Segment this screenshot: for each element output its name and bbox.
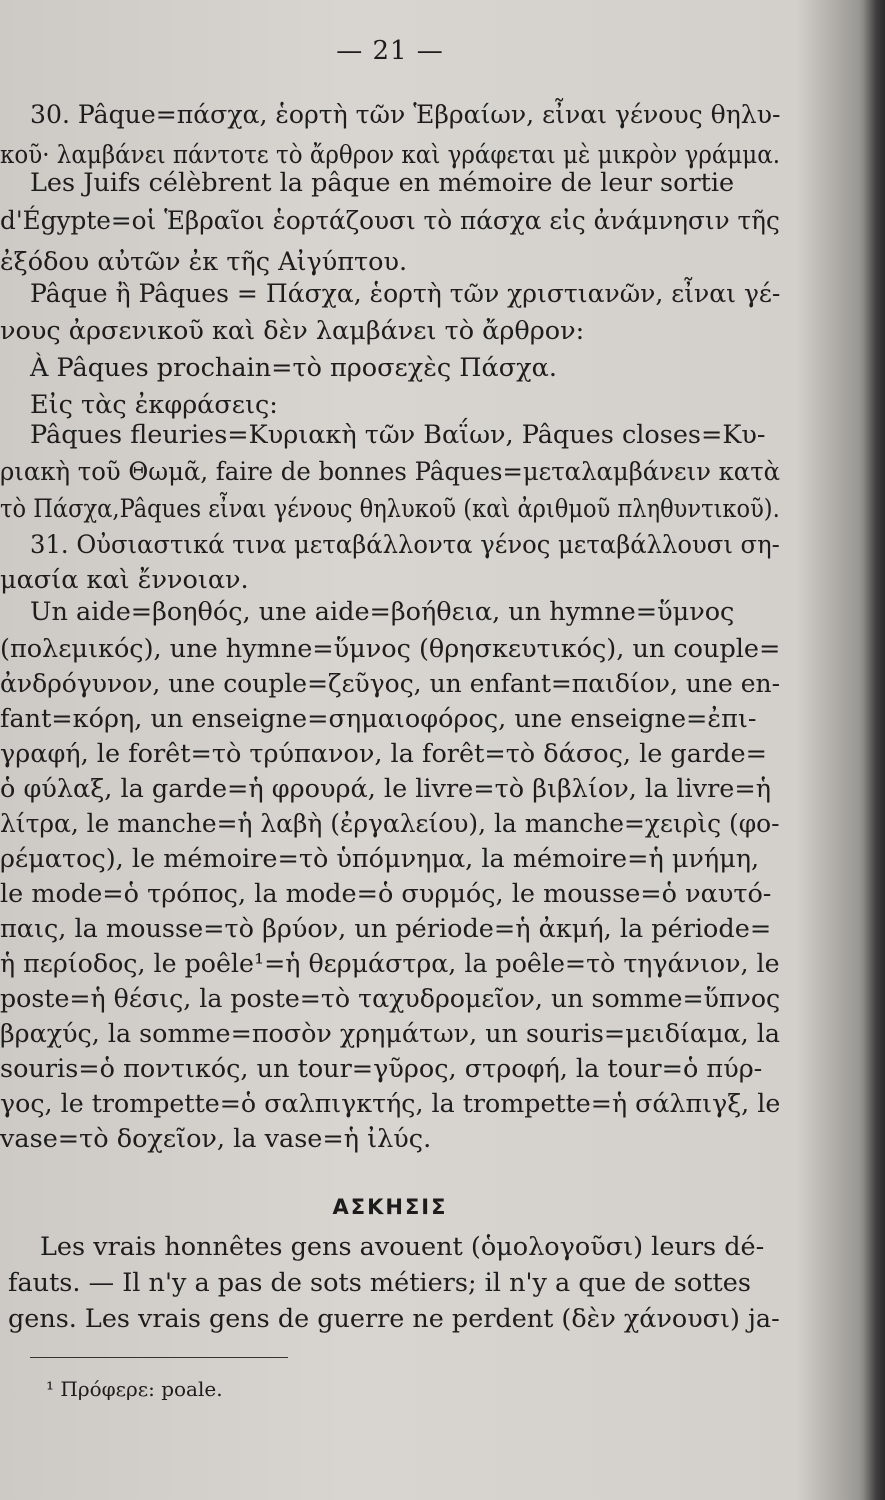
text-line: (πολεμικός), une hymne=ὕμνος (θρησκευτικός), un couple= bbox=[0, 634, 781, 664]
text-line: Εἰς τὰς ἐκφράσεις: bbox=[30, 390, 278, 420]
text-line: souris=ὁ ποντικός, un tour=γῦρος, στροφή, la tour=ὁ πύρ- bbox=[0, 1054, 763, 1084]
text-line: λίτρα, le manche=ἡ λαβὴ (ἐργαλείου), la manche=χειρὶς (φο- bbox=[0, 809, 780, 839]
exercise-line: Les vrais honnêtes gens avouent (ὁμολογοῦσι) leurs dé- bbox=[40, 1232, 765, 1262]
text-line: le mode=ὁ τρόπος, la mode=ὁ συρμός, le mousse=ὁ ναυτό- bbox=[0, 879, 772, 909]
text-line: βραχύς, la somme=ποσὸν χρημάτων, un souris=μειδίαμα, la bbox=[0, 1019, 781, 1049]
text-line: ἡ περίοδος, le poêle¹=ἡ θερμάστρα, la poêle=τὸ τηγάνιον, le bbox=[0, 949, 780, 979]
text-line: νους ἀρσενικοῦ καὶ δὲν λαμβάνει τὸ ἄρθρον: bbox=[0, 316, 585, 346]
text-line: 30. Pâque=πάσχα, ἑορτὴ τῶν Ἑβραίων, εἶναι γένους θηλυ- bbox=[30, 100, 781, 130]
exercise-line: gens. Les vrais gens de guerre ne perdent (δὲν χάνουσι) ja- bbox=[8, 1304, 780, 1334]
footnote: ¹ Πρόφερε: poale. bbox=[46, 1377, 223, 1401]
text-line: τὸ Πάσχα,Pâques εἶναι γένους θηλυκοῦ (καὶ ἀριθμοῦ πληθυντικοῦ). bbox=[0, 494, 780, 524]
section-heading: ΑΣΚΗΣΙΣ bbox=[332, 1195, 448, 1219]
page-number: — 21 — bbox=[336, 36, 444, 66]
text-line: παις, la mousse=τὸ βρύον, un période=ἡ ἀκμή, la période= bbox=[0, 914, 772, 944]
text-line: γος, le trompette=ὁ σαλπιγκτής, la trompette=ἡ σάλπιγξ, le bbox=[0, 1089, 781, 1119]
text-line: vase=τὸ δοχεῖον, la vase=ἡ ἰλύς. bbox=[0, 1124, 432, 1154]
text-line: ὁ φύλαξ, la garde=ἡ φρουρά, le livre=τὸ βιβλίον, la livre=ἡ bbox=[0, 774, 772, 804]
text-line: κοῦ· λαμβάνει πάντοτε τὸ ἄρθρον καὶ γράφεται μὲ μικρὸν γράμμα. bbox=[0, 140, 781, 170]
text-line: ἀνδρόγυνον, une couple=ζεῦγος, un enfant=παιδίον, une en- bbox=[0, 669, 781, 699]
text-line: ριακὴ τοῦ Θωμᾶ, faire de bonnes Pâques=μεταλαμβάνειν κατὰ bbox=[0, 457, 781, 487]
text-line: Les Juifs célèbrent la pâque en mémoire de leur sortie bbox=[30, 168, 735, 198]
text-line: Pâque ἢ Pâques = Πάσχα, ἑορτὴ τῶν χριστιανῶν, εἶναι γέ- bbox=[30, 279, 781, 309]
book-spine-shadow bbox=[863, 0, 885, 1500]
text-line: Un aide=βοηθός, une aide=βοήθεια, un hymne=ὕμνος bbox=[30, 597, 735, 627]
text-line: fant=κόρη, un enseigne=σημαιοφόρος, une enseigne=ἐπι- bbox=[0, 704, 757, 734]
text-line: ρέματος), le mémoire=τὸ ὑπόμνημα, la mémoire=ἡ μνήμη, bbox=[0, 844, 760, 874]
text-line: À Pâques prochain=τὸ προσεχὲς Πάσχα. bbox=[30, 353, 557, 383]
text-line: Pâques fleuries=Κυριακὴ τῶν Βαΐων, Pâques closes=Κυ- bbox=[30, 420, 766, 450]
text-line: μασία καὶ ἔννοιαν. bbox=[0, 565, 249, 595]
text-line: ἐξόδου αὐτῶν ἐκ τῆς Αἰγύπτου. bbox=[0, 247, 408, 277]
text-line: 31. Οὐσιαστικά τινα μεταβάλλοντα γένος μεταβάλλουσι ση- bbox=[30, 530, 780, 560]
text-line: γραφή, le forêt=τὸ τρύπανον, la forêt=τὸ δάσος, le garde= bbox=[0, 739, 767, 769]
text-line: poste=ἡ θέσις, la poste=τὸ ταχυδρομεῖον, un somme=ὕπνος bbox=[0, 984, 781, 1014]
text-line: d'Égypte=οἱ Ἑβραῖοι ἑορτάζουσι τὸ πάσχα εἰς ἀνάμνησιν τῆς bbox=[0, 206, 780, 236]
exercise-line: fauts. — Il n'y a pas de sots métiers; il n'y a que de sottes bbox=[8, 1268, 751, 1298]
footnote-divider bbox=[30, 1357, 288, 1358]
